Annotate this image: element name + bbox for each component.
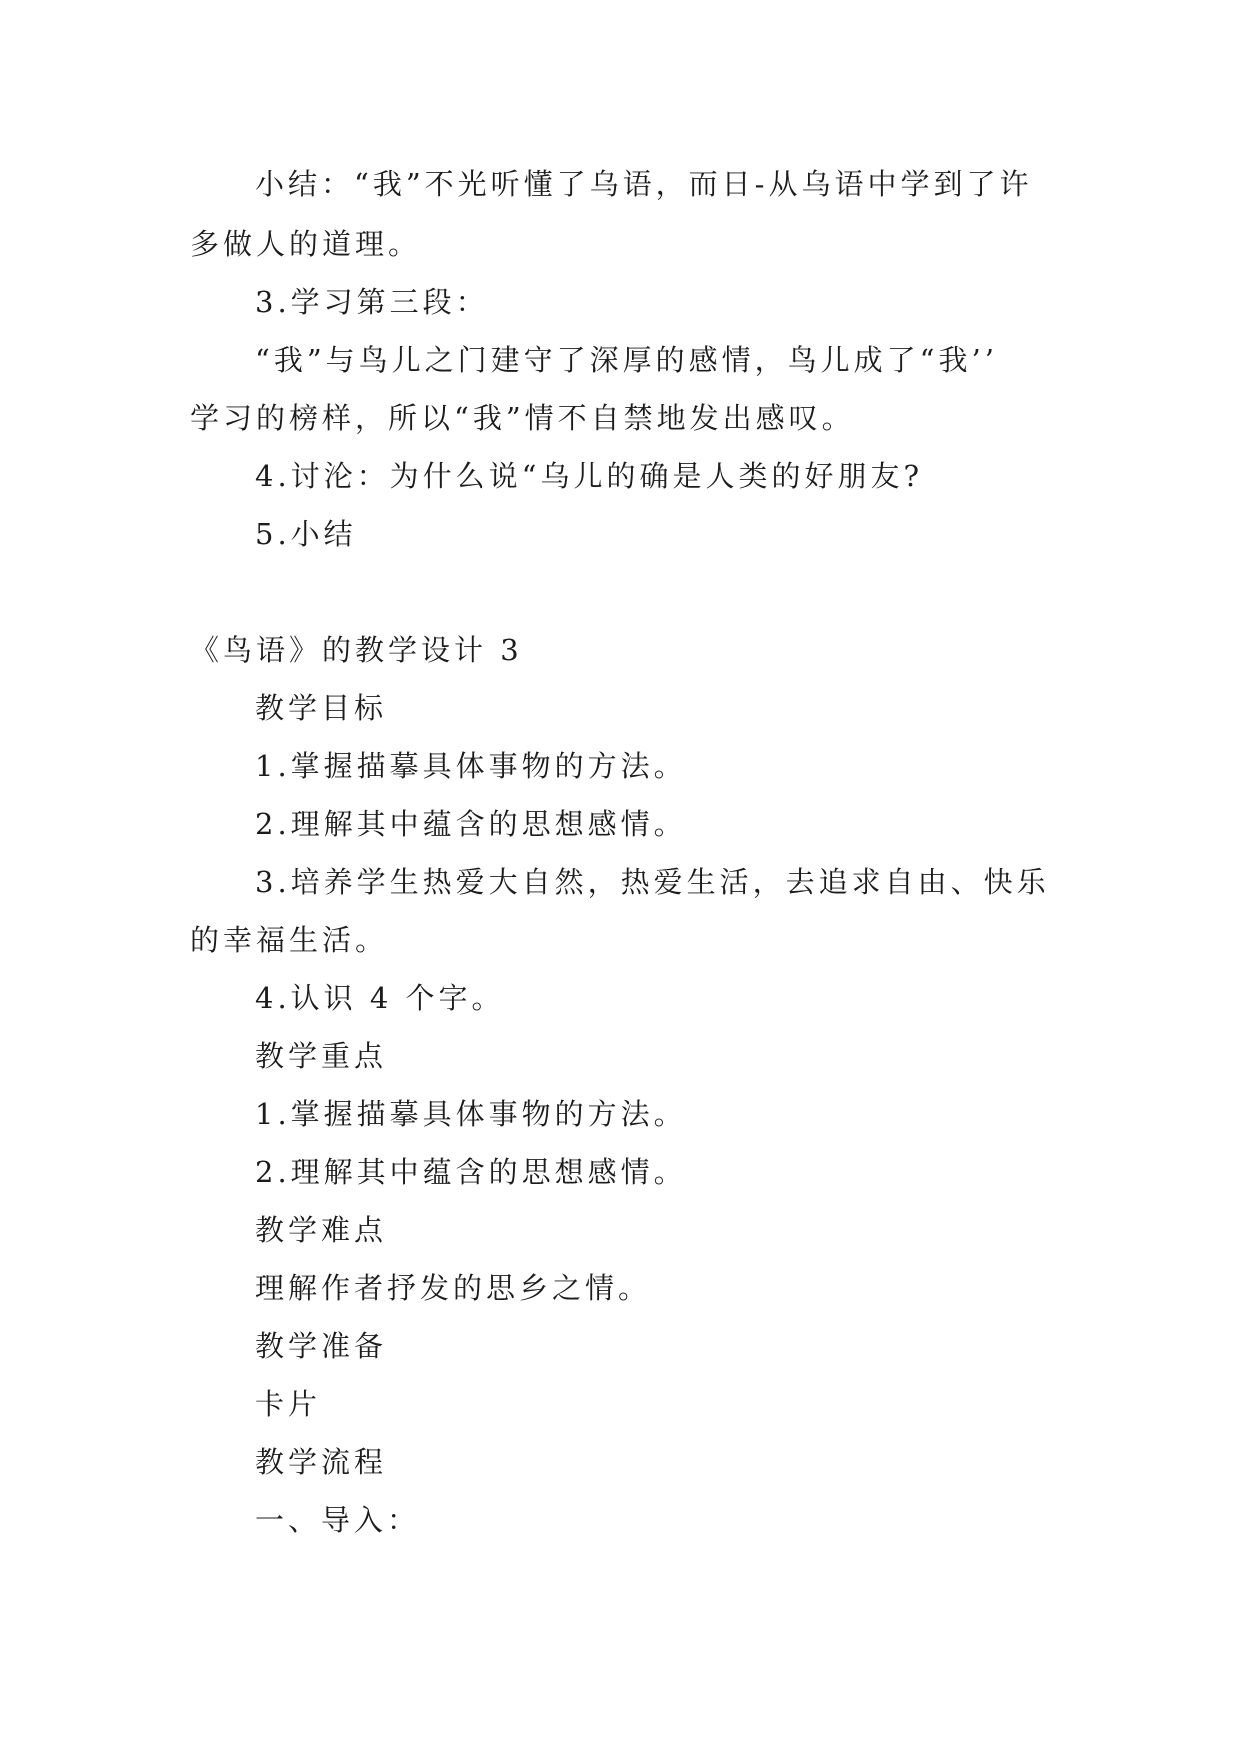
difficulty-text: 理解作者抒发的思乡之情。 bbox=[255, 1271, 652, 1305]
heading-difficulty: 教学难点 bbox=[255, 1213, 388, 1247]
step-4-discussion: 4.讨沦：为什么说“乌儿的确是人类的好朋友? bbox=[255, 459, 924, 493]
goal-3-line-1: 3.培养学生热爱大自然，热爱生活，去追求自由、快乐 bbox=[255, 865, 1050, 899]
heading-key-points: 教学重点 bbox=[255, 1039, 388, 1073]
heading-procedure: 教学流程 bbox=[255, 1445, 388, 1479]
goal-1: 1.掌握描摹具体事物的方法。 bbox=[255, 749, 687, 783]
procedure-step-1: 一、导入： bbox=[255, 1503, 421, 1537]
key-point-1: 1.掌握描摹具体事物的方法。 bbox=[255, 1097, 687, 1131]
preparation-text: 卡片 bbox=[255, 1387, 322, 1421]
heading-preparation: 教学准备 bbox=[255, 1329, 388, 1363]
key-point-2: 2.理解其中蕴含的思想感情。 bbox=[255, 1155, 687, 1189]
summary-line-1: 小结：“我”不光听懂了乌语，而日-从乌语中学到了许 bbox=[255, 167, 1033, 201]
section-title: 《鸟语》的教学设计 3 bbox=[190, 633, 523, 667]
goal-4: 4.认识 4 个字。 bbox=[255, 981, 505, 1015]
step-3-line-1: “我”与鸟儿之门建守了深厚的感情，鸟儿成了“我’’ bbox=[255, 343, 998, 377]
goal-2: 2.理解其中蕴含的思想感情。 bbox=[255, 807, 687, 841]
step-3-line-2: 学习的榜样，所以“我”情不自禁地发出感叹。 bbox=[190, 401, 855, 435]
summary-line-2: 多做人的道理。 bbox=[190, 227, 422, 261]
goal-3-line-2: 的幸福生活。 bbox=[190, 923, 389, 957]
step-3-heading: 3.学习第三段： bbox=[255, 285, 489, 319]
heading-goals: 教学目标 bbox=[255, 691, 388, 725]
step-5-summary: 5.小结 bbox=[255, 517, 357, 551]
